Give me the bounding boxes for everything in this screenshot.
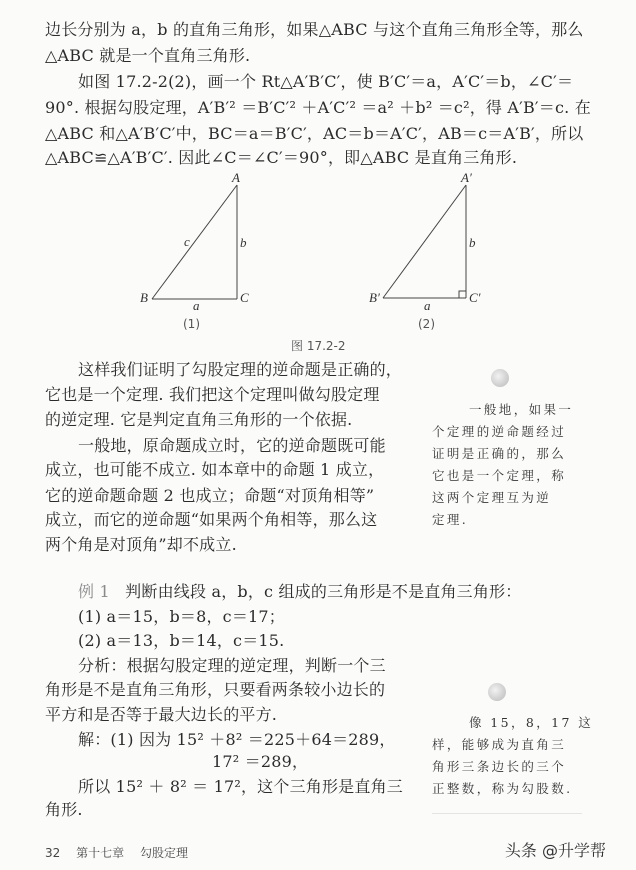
- pin-icon: [491, 369, 509, 387]
- sidenote-line: 这两个定理互为逆: [432, 490, 552, 505]
- analysis-line: 平方和是否等于最大边长的平方.: [45, 705, 278, 724]
- solution-line: 解：(1) 因为 15² ＋8² ＝225＋64＝289，: [78, 730, 396, 749]
- page-number: 32: [45, 846, 61, 860]
- sub-caption-2: (2): [418, 317, 435, 331]
- watermark: 头条 @升学帮: [504, 841, 606, 860]
- text-line: 一般地，原命题成立时，它的逆命题既可能: [78, 436, 386, 455]
- chapter-number: 第十七章: [76, 846, 125, 860]
- divider: [432, 813, 582, 814]
- text-line: 成立，也可能不成立. 如本章中的命题 1 成立，: [45, 460, 385, 479]
- text-line: 如图 17.2-2(2)，画一个 Rt△A′B′C′，使 B′C′＝a，A′C′＝b，∠C′＝: [78, 72, 574, 91]
- sidenote-line: 个定理的逆命题经过: [432, 424, 567, 439]
- sidenote-line: 正整数，称为勾股数.: [432, 781, 573, 796]
- analysis-line: 角形是不是直角三角形，只要看两条较小边长的: [45, 680, 386, 699]
- solution-line: 角形.: [45, 800, 83, 819]
- pin-icon: [488, 683, 506, 701]
- figure-17-2-2: [0, 165, 636, 355]
- vertex-label-a: A: [232, 170, 240, 185]
- right-angle-mark: [459, 291, 466, 298]
- side-label-b: b: [240, 235, 247, 250]
- text-line: 两个角是对顶角”却不成立.: [45, 535, 237, 554]
- sidenote-line: 定理.: [432, 512, 469, 527]
- text-line: 它的逆命题命题 2 也成立；命题“对顶角相等”: [45, 486, 375, 505]
- sidenote-line: 样，能够成为直角三: [432, 737, 567, 752]
- side-label-b: b: [469, 235, 476, 250]
- sidenote-line: 它也是一个定理，称: [432, 468, 567, 483]
- page-footer: [45, 844, 200, 861]
- vertex-label-c: C: [240, 290, 249, 305]
- example-item: (2) a＝13，b＝14，c＝15.: [78, 631, 285, 650]
- text-line: 它也是一个定理. 我们把这个定理叫做勾股定理: [45, 385, 380, 404]
- triangle-a-prime-b-prime-c-prime: [383, 185, 466, 298]
- side-label-a: a: [193, 298, 200, 313]
- sub-caption-1: (1): [183, 317, 200, 331]
- chapter-title: 勾股定理: [139, 846, 188, 860]
- example-label: 例 1: [78, 582, 110, 601]
- text-line: △ABC 就是一个直角三角形.: [45, 46, 251, 65]
- text-line: 的逆定理. 它是判定直角三角形的一个依据.: [45, 410, 353, 429]
- text-line: △ABC 和△A′B′C′中，BC＝a＝B′C′，AC＝b＝A′C′，AB＝c＝A′B′，所以: [45, 124, 584, 143]
- sidenote-converse-theorem: [432, 399, 602, 531]
- triangle-abc: [152, 185, 237, 299]
- text-line: △ABC≌△A′B′C′. 因此∠C＝∠C′＝90°，即△ABC 是直角三角形.: [45, 148, 518, 167]
- vertex-label-b: B: [140, 290, 148, 305]
- sidenote-pythagorean-triples: [432, 712, 602, 800]
- solution-line: 17² ＝289，: [212, 752, 309, 771]
- analysis-line: 分析：根据勾股定理的逆定理，判断一个三: [78, 656, 386, 675]
- side-label-a: a: [424, 298, 431, 313]
- text-line: 边长分别为 a，b 的直角三角形，如果△ABC 与这个直角三角形全等，那么: [45, 20, 584, 39]
- example-item: (1) a＝15，b＝8，c＝17；: [78, 607, 285, 626]
- vertex-label-c-prime: C′: [469, 290, 481, 305]
- vertex-label-b-prime: B′: [369, 290, 380, 305]
- text-line: 90°. 根据勾股定理，A′B′² ＝B′C′² ＋A′C′² ＝a² ＋b² ＝c²，得 A′B′＝c. 在: [45, 98, 591, 117]
- example-prompt: 判断由线段 a，b，c 组成的三角形是不是直角三角形：: [125, 582, 522, 601]
- solution-line: 所以 15² ＋ 8² ＝ 17²，这个三角形是直角三: [78, 777, 403, 796]
- sidenote-line: 证明是正确的，那么: [432, 446, 567, 461]
- sidenote-line: 一般地，如果一: [469, 402, 574, 417]
- sidenote-line: 像 15，8，17 这: [469, 715, 594, 730]
- sidenote-line: 角形三条边长的三个: [432, 759, 567, 774]
- example-heading: [78, 581, 522, 603]
- triangle-diagrams: [0, 165, 636, 355]
- text-line: 这样我们证明了勾股定理的逆命题是正确的，: [78, 360, 403, 379]
- vertex-label-a-prime: A′: [461, 170, 472, 185]
- text-line: 成立，而它的逆命题“如果两个角相等，那么这: [45, 510, 378, 529]
- figure-caption: 图 17.2-2: [291, 339, 346, 353]
- side-label-c: c: [184, 234, 190, 249]
